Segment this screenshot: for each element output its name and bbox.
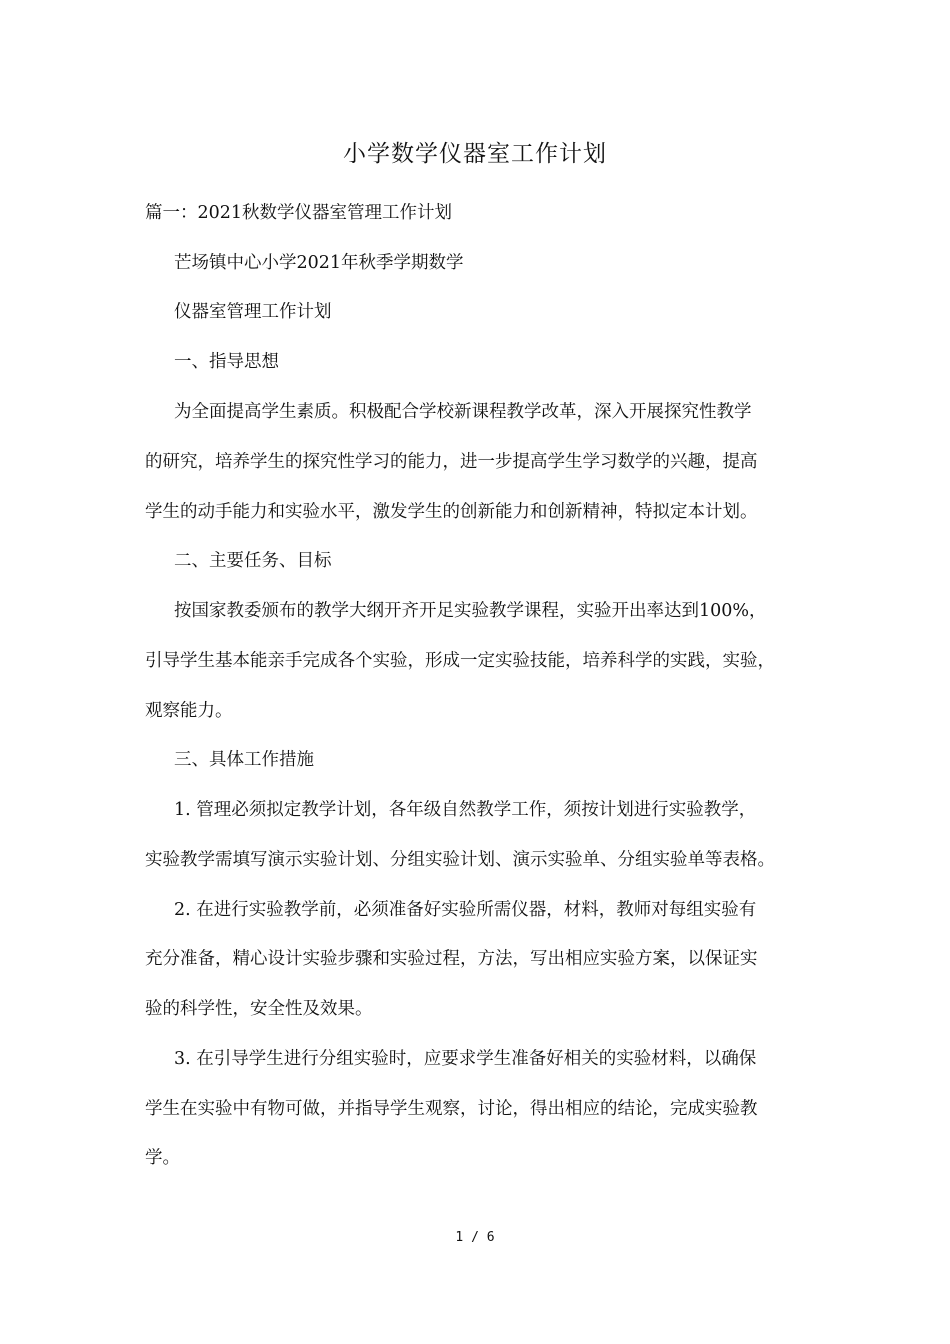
paragraph-line: 学生在实验中有物可做，并指导学生观察，讨论，得出相应的结论，完成实验教: [145, 1099, 758, 1119]
paragraph-line: 2. 在进行实验教学前，必须准备好实验所需仪器，材料，教师对每组实验有: [174, 900, 757, 920]
paragraph-line: 充分准备，精心设计实验步骤和实验过程，方法，写出相应实验方案，以保证实: [145, 949, 758, 969]
subsection-heading: 一、指导思想: [174, 352, 279, 372]
paragraph-line: 按国家教委颁布的教学大纲开齐开足实验教学课程，实验开出率达到100%，: [174, 601, 767, 621]
paragraph-line: 仪器室管理工作计划: [174, 302, 332, 322]
paragraph-line: 学。: [145, 1148, 180, 1168]
paragraph-line: 1. 管理必须拟定教学计划，各年级自然教学工作，须按计划进行实验教学，: [174, 800, 757, 820]
section-heading: 篇一：2021秋数学仪器室管理工作计划: [145, 203, 453, 223]
paragraph-line: 的研究，培养学生的探究性学习的能力，进一步提高学生学习数学的兴趣，提高: [145, 452, 758, 472]
paragraph-line: 芒场镇中心小学2021年秋季学期数学: [174, 253, 464, 273]
paragraph-line: 验的科学性，安全性及效果。: [145, 999, 373, 1019]
page-indicator: 1 / 6: [455, 1230, 495, 1245]
document-title: 小学数学仪器室工作计划: [343, 141, 607, 167]
paragraph-line: 3. 在引导学生进行分组实验时，应要求学生准备好相关的实验材料，以确保: [174, 1049, 757, 1069]
subsection-heading: 二、主要任务、目标: [174, 551, 332, 571]
paragraph-line: 实验教学需填写演示实验计划、分组实验计划、演示实验单、分组实验单等表格。: [145, 850, 775, 870]
paragraph-line: 引导学生基本能亲手完成各个实验，形成一定实验技能，培养科学的实践，实验，: [145, 651, 775, 671]
paragraph-line: 为全面提高学生素质。积极配合学校新课程教学改革，深入开展探究性教学: [174, 402, 752, 422]
paragraph-line: 观察能力。: [145, 701, 233, 721]
paragraph-line: 学生的动手能力和实验水平，激发学生的创新能力和创新精神，特拟定本计划。: [145, 502, 758, 522]
subsection-heading: 三、具体工作措施: [174, 750, 314, 770]
